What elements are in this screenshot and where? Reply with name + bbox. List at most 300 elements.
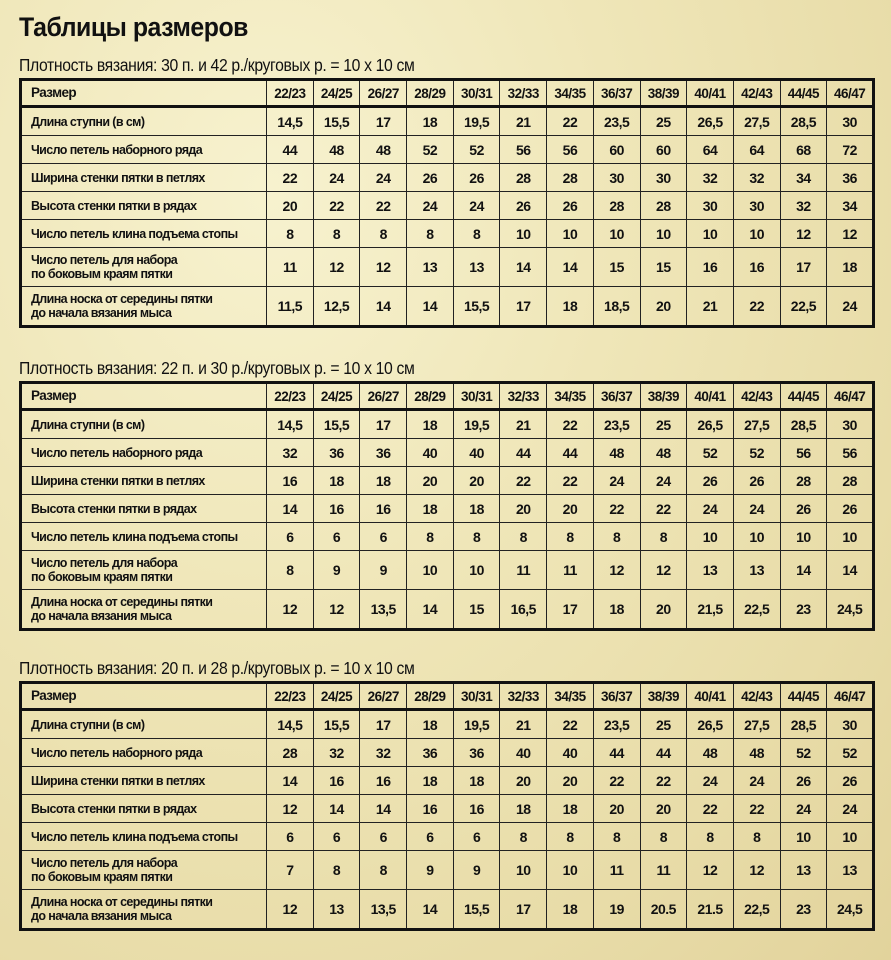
value-cell: 8 (687, 823, 734, 851)
value-cell: 64 (687, 136, 734, 164)
value-cell: 9 (453, 851, 500, 890)
value-cell: 40 (547, 739, 594, 767)
value-cell: 34 (780, 164, 827, 192)
value-cell: 10 (500, 851, 547, 890)
value-cell: 19,5 (453, 710, 500, 739)
value-cell: 8 (547, 523, 594, 551)
value-cell: 15,5 (313, 107, 360, 136)
row-label-line: Число петель клина подъема стопы (31, 226, 238, 241)
row-label-line: Ширина стенки пятки в петлях (31, 473, 205, 488)
row-label (21, 248, 267, 287)
row-label-line: Высота стенки пятки в рядах (31, 801, 197, 816)
value-cell: 30 (687, 192, 734, 220)
row-label (21, 851, 267, 890)
value-cell: 8 (407, 220, 454, 248)
table-row (21, 248, 874, 287)
value-cell: 30 (733, 192, 780, 220)
value-cell: 15 (453, 590, 500, 630)
value-cell: 13 (313, 890, 360, 930)
value-cell: 12 (267, 890, 314, 930)
value-cell: 13 (453, 248, 500, 287)
value-cell: 12 (360, 248, 407, 287)
value-cell: 22,5 (733, 890, 780, 930)
value-cell: 23 (780, 890, 827, 930)
value-cell: 20 (267, 192, 314, 220)
value-cell: 26 (687, 467, 734, 495)
value-cell: 13 (407, 248, 454, 287)
size-header-cell: 46/47 (827, 683, 874, 710)
row-label (21, 107, 267, 136)
table-row (21, 551, 874, 590)
value-cell: 24 (687, 495, 734, 523)
value-cell: 32 (313, 739, 360, 767)
row-label-line: Высота стенки пятки в рядах (31, 198, 197, 213)
value-cell: 17 (360, 710, 407, 739)
value-cell: 8 (500, 823, 547, 851)
value-cell: 13 (827, 851, 874, 890)
value-cell: 8 (360, 220, 407, 248)
value-cell: 20 (407, 467, 454, 495)
value-cell: 44 (267, 136, 314, 164)
size-header-cell: 38/39 (640, 683, 687, 710)
value-cell: 16 (687, 248, 734, 287)
value-cell: 21 (500, 410, 547, 439)
value-cell: 32 (780, 192, 827, 220)
value-cell: 60 (640, 136, 687, 164)
value-cell: 30 (827, 410, 874, 439)
value-cell: 10 (407, 551, 454, 590)
value-cell: 48 (593, 439, 640, 467)
value-cell: 21 (500, 107, 547, 136)
value-cell: 10 (593, 220, 640, 248)
size-header-cell: 26/27 (360, 683, 407, 710)
value-cell: 11 (267, 248, 314, 287)
row-label (21, 590, 267, 630)
value-cell: 18 (500, 795, 547, 823)
row-label-line: Число петель для набора (31, 556, 178, 570)
value-cell: 21,5 (687, 590, 734, 630)
size-header-cell: 26/27 (360, 383, 407, 410)
value-cell: 26 (827, 767, 874, 795)
value-cell: 23,5 (593, 107, 640, 136)
value-cell: 12 (267, 795, 314, 823)
value-cell: 11 (547, 551, 594, 590)
value-cell: 18 (407, 495, 454, 523)
value-cell: 11 (593, 851, 640, 890)
size-header-cell: 26/27 (360, 80, 407, 107)
size-header-cell: 22/23 (267, 683, 314, 710)
value-cell: 10 (733, 220, 780, 248)
value-cell: 13 (687, 551, 734, 590)
value-cell: 14 (827, 551, 874, 590)
table-row (21, 192, 874, 220)
value-cell: 26,5 (687, 710, 734, 739)
value-cell: 22 (640, 495, 687, 523)
table-row (21, 851, 874, 890)
row-label-line: по боковым краям пятки (31, 570, 173, 584)
size-header-cell: 24/25 (313, 683, 360, 710)
value-cell: 8 (733, 823, 780, 851)
value-cell: 6 (313, 523, 360, 551)
row-label-line: Число петель клина подъема стопы (31, 529, 238, 544)
size-header-cell: 46/47 (827, 80, 874, 107)
value-cell: 8 (407, 523, 454, 551)
value-cell: 26 (733, 467, 780, 495)
value-cell: 22 (313, 192, 360, 220)
value-cell: 20 (640, 287, 687, 327)
size-table-section-1 (19, 52, 875, 328)
value-cell: 28 (640, 192, 687, 220)
value-cell: 22 (640, 767, 687, 795)
value-cell: 18 (453, 495, 500, 523)
value-cell: 7 (267, 851, 314, 890)
value-cell: 32 (687, 164, 734, 192)
value-cell: 8 (593, 823, 640, 851)
row-label-line: по боковым краям пятки (31, 267, 173, 281)
value-cell: 20 (640, 795, 687, 823)
value-cell: 26 (500, 192, 547, 220)
row-label-line: Длина ступни (в см) (31, 114, 145, 129)
value-cell: 24 (687, 767, 734, 795)
value-cell: 23,5 (593, 410, 640, 439)
row-label (21, 767, 267, 795)
row-label-line: Число петель наборного ряда (31, 142, 203, 157)
value-cell: 24 (360, 164, 407, 192)
value-cell: 24 (313, 164, 360, 192)
value-cell: 56 (780, 439, 827, 467)
value-cell: 36 (453, 739, 500, 767)
value-cell: 12 (267, 590, 314, 630)
value-cell: 18 (453, 767, 500, 795)
value-cell: 13 (780, 851, 827, 890)
value-cell: 32 (267, 439, 314, 467)
row-label (21, 551, 267, 590)
value-cell: 6 (267, 523, 314, 551)
value-cell: 8 (267, 220, 314, 248)
value-cell: 24 (733, 767, 780, 795)
size-header-cell: 40/41 (687, 80, 734, 107)
value-cell: 28 (593, 192, 640, 220)
value-cell: 15,5 (453, 287, 500, 327)
size-header-cell: 46/47 (827, 383, 874, 410)
size-table-section-3 (19, 655, 875, 931)
row-label-line: до начала вязания мыса (31, 306, 172, 320)
value-cell: 18 (313, 467, 360, 495)
table-row (21, 823, 874, 851)
value-cell: 28 (500, 164, 547, 192)
value-cell: 12 (780, 220, 827, 248)
value-cell: 21 (500, 710, 547, 739)
value-cell: 9 (313, 551, 360, 590)
table-row (21, 590, 874, 630)
value-cell: 14 (407, 590, 454, 630)
value-cell: 8 (640, 823, 687, 851)
value-cell: 16 (360, 767, 407, 795)
value-cell: 30 (640, 164, 687, 192)
value-cell: 28 (267, 739, 314, 767)
value-cell: 12 (593, 551, 640, 590)
value-cell: 12 (687, 851, 734, 890)
value-cell: 60 (593, 136, 640, 164)
size-header-cell: 34/35 (547, 383, 594, 410)
row-label (21, 523, 267, 551)
value-cell: 8 (313, 220, 360, 248)
size-header-cell: 34/35 (547, 683, 594, 710)
row-label (21, 795, 267, 823)
row-label-line: по боковым краям пятки (31, 870, 173, 884)
value-cell: 10 (780, 523, 827, 551)
value-cell: 36 (827, 164, 874, 192)
size-table (19, 78, 875, 328)
value-cell: 44 (500, 439, 547, 467)
value-cell: 30 (827, 107, 874, 136)
row-label (21, 136, 267, 164)
size-header-cell: 28/29 (407, 683, 454, 710)
value-cell: 52 (687, 439, 734, 467)
row-label-line: Длина ступни (в см) (31, 417, 145, 432)
value-cell: 14 (780, 551, 827, 590)
value-cell: 22 (267, 164, 314, 192)
size-header-cell: 40/41 (687, 683, 734, 710)
row-label-line: Длина носка от середины пятки (31, 292, 213, 306)
value-cell: 30 (593, 164, 640, 192)
header-label: Размер (21, 80, 267, 107)
table-row (21, 739, 874, 767)
value-cell: 11 (640, 851, 687, 890)
value-cell: 19 (593, 890, 640, 930)
value-cell: 6 (360, 523, 407, 551)
value-cell: 28,5 (780, 710, 827, 739)
row-label (21, 467, 267, 495)
value-cell: 13 (733, 551, 780, 590)
value-cell: 26 (407, 164, 454, 192)
value-cell: 48 (360, 136, 407, 164)
value-cell: 20 (453, 467, 500, 495)
value-cell: 40 (500, 739, 547, 767)
size-header-cell: 38/39 (640, 80, 687, 107)
value-cell: 16 (453, 795, 500, 823)
value-cell: 48 (313, 136, 360, 164)
value-cell: 26 (827, 495, 874, 523)
size-header-cell: 28/29 (407, 80, 454, 107)
value-cell: 14,5 (267, 710, 314, 739)
value-cell: 16 (733, 248, 780, 287)
value-cell: 8 (640, 523, 687, 551)
value-cell: 52 (780, 739, 827, 767)
value-cell: 21.5 (687, 890, 734, 930)
size-header-cell: 34/35 (547, 80, 594, 107)
row-label-line: Число петель клина подъема стопы (31, 829, 238, 844)
value-cell: 28 (827, 467, 874, 495)
value-cell: 44 (640, 739, 687, 767)
value-cell: 18 (407, 410, 454, 439)
value-cell: 10 (547, 220, 594, 248)
value-cell: 9 (407, 851, 454, 890)
value-cell: 25 (640, 710, 687, 739)
value-cell: 23,5 (593, 710, 640, 739)
page-title: Таблицы размеров (19, 12, 249, 42)
value-cell: 27,5 (733, 710, 780, 739)
value-cell: 14,5 (267, 107, 314, 136)
value-cell: 20 (500, 767, 547, 795)
value-cell: 22 (733, 287, 780, 327)
size-header-cell: 42/43 (733, 383, 780, 410)
value-cell: 40 (407, 439, 454, 467)
row-label (21, 220, 267, 248)
value-cell: 18 (407, 767, 454, 795)
value-cell: 14 (547, 248, 594, 287)
header-row (21, 80, 874, 107)
size-header-cell: 28/29 (407, 383, 454, 410)
value-cell: 22 (547, 467, 594, 495)
size-header-cell: 44/45 (780, 683, 827, 710)
value-cell: 18,5 (593, 287, 640, 327)
value-cell: 22,5 (733, 590, 780, 630)
value-cell: 48 (640, 439, 687, 467)
row-label-line: Число петель для набора (31, 856, 178, 870)
value-cell: 30 (827, 710, 874, 739)
value-cell: 6 (360, 823, 407, 851)
value-cell: 18 (547, 287, 594, 327)
header-label: Размер (21, 383, 267, 410)
row-label-line: Число петель для набора (31, 253, 178, 267)
value-cell: 56 (547, 136, 594, 164)
size-header-cell: 40/41 (687, 383, 734, 410)
value-cell: 16 (313, 495, 360, 523)
value-cell: 22 (547, 107, 594, 136)
size-header-cell: 30/31 (453, 383, 500, 410)
value-cell: 52 (733, 439, 780, 467)
value-cell: 24 (453, 192, 500, 220)
value-cell: 16 (407, 795, 454, 823)
value-cell: 10 (780, 823, 827, 851)
value-cell: 20 (547, 767, 594, 795)
value-cell: 22 (360, 192, 407, 220)
value-cell: 10 (453, 551, 500, 590)
value-cell: 12 (733, 851, 780, 890)
size-header-cell: 36/37 (593, 683, 640, 710)
value-cell: 10 (687, 523, 734, 551)
value-cell: 17 (500, 287, 547, 327)
value-cell: 8 (547, 823, 594, 851)
value-cell: 14 (407, 890, 454, 930)
value-cell: 52 (453, 136, 500, 164)
table-row (21, 287, 874, 327)
size-header-cell: 32/33 (500, 80, 547, 107)
value-cell: 26 (453, 164, 500, 192)
row-label (21, 495, 267, 523)
size-header-cell: 36/37 (593, 80, 640, 107)
value-cell: 64 (733, 136, 780, 164)
value-cell: 13,5 (360, 890, 407, 930)
size-header-cell: 36/37 (593, 383, 640, 410)
size-header-cell: 24/25 (313, 383, 360, 410)
value-cell: 16 (360, 495, 407, 523)
value-cell: 20 (547, 495, 594, 523)
row-label-line: Ширина стенки пятки в петлях (31, 773, 205, 788)
value-cell: 18 (547, 890, 594, 930)
value-cell: 28 (780, 467, 827, 495)
value-cell: 15 (593, 248, 640, 287)
value-cell: 6 (267, 823, 314, 851)
value-cell: 10 (827, 523, 874, 551)
value-cell: 27,5 (733, 107, 780, 136)
value-cell: 14 (407, 287, 454, 327)
value-cell: 8 (313, 851, 360, 890)
value-cell: 12 (313, 248, 360, 287)
size-table (19, 681, 875, 931)
size-header-cell: 42/43 (733, 80, 780, 107)
value-cell: 15 (640, 248, 687, 287)
value-cell: 27,5 (733, 410, 780, 439)
row-label (21, 192, 267, 220)
size-header-cell: 44/45 (780, 383, 827, 410)
size-header-cell: 30/31 (453, 683, 500, 710)
table-row (21, 495, 874, 523)
value-cell: 26 (780, 767, 827, 795)
row-label (21, 710, 267, 739)
row-label (21, 410, 267, 439)
value-cell: 18 (360, 467, 407, 495)
value-cell: 10 (733, 523, 780, 551)
value-cell: 18 (827, 248, 874, 287)
table-row (21, 767, 874, 795)
value-cell: 24 (733, 495, 780, 523)
table-row (21, 710, 874, 739)
value-cell: 36 (407, 739, 454, 767)
value-cell: 72 (827, 136, 874, 164)
value-cell: 19,5 (453, 107, 500, 136)
value-cell: 25 (640, 107, 687, 136)
gauge-subtitle: Плотность вязания: 20 п. и 28 р./круговых р. = 10 x 10 см (19, 658, 415, 678)
value-cell: 8 (593, 523, 640, 551)
header-row (21, 383, 874, 410)
value-cell: 20 (593, 795, 640, 823)
value-cell: 14 (267, 767, 314, 795)
value-cell: 48 (733, 739, 780, 767)
value-cell: 22 (733, 795, 780, 823)
value-cell: 24 (593, 467, 640, 495)
gauge-subtitle: Плотность вязания: 30 п. и 42 р./круговых р. = 10 x 10 см (19, 55, 415, 75)
value-cell: 22 (547, 410, 594, 439)
size-header-cell: 24/25 (313, 80, 360, 107)
value-cell: 8 (500, 523, 547, 551)
value-cell: 6 (453, 823, 500, 851)
size-table-section-2 (19, 355, 875, 631)
value-cell: 14 (360, 287, 407, 327)
value-cell: 16 (267, 467, 314, 495)
value-cell: 28,5 (780, 107, 827, 136)
value-cell: 11,5 (267, 287, 314, 327)
value-cell: 23 (780, 590, 827, 630)
row-label-line: Высота стенки пятки в рядах (31, 501, 197, 516)
value-cell: 20 (500, 495, 547, 523)
value-cell: 17 (500, 890, 547, 930)
row-label-line: Длина носка от середины пятки (31, 895, 213, 909)
table-row (21, 220, 874, 248)
value-cell: 28,5 (780, 410, 827, 439)
value-cell: 40 (453, 439, 500, 467)
value-cell: 18 (593, 590, 640, 630)
value-cell: 52 (827, 739, 874, 767)
value-cell: 6 (407, 823, 454, 851)
row-label-line: до начала вязания мыса (31, 609, 172, 623)
value-cell: 24 (827, 287, 874, 327)
value-cell: 28 (547, 164, 594, 192)
value-cell: 48 (687, 739, 734, 767)
row-label (21, 164, 267, 192)
value-cell: 56 (827, 439, 874, 467)
